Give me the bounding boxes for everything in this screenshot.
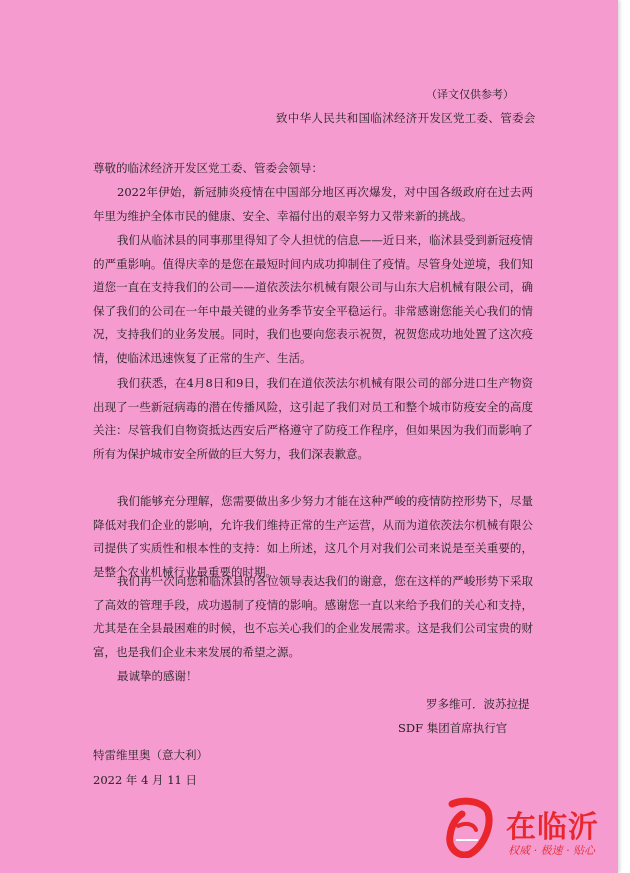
signer-name: 罗多维可．波苏拉提 xyxy=(426,697,530,711)
watermark-brand: 在临沂 xyxy=(506,810,599,845)
closing-line: 最诚挚的感谢！ xyxy=(117,669,198,683)
linyi-logo-icon xyxy=(444,796,496,858)
salutation: 尊敬的临沭经济开发区党工委、管委会领导： xyxy=(93,161,323,175)
recipient-line: 致中华人民共和国临沭经济开发区党工委、管委会 xyxy=(276,111,536,125)
body-paragraph-1: 2022年伊始，新冠肺炎疫情在中国部分地区再次爆发，对中国各级政府在过去两年里为维护全体市民的健康、安全、幸福付出的艰辛努力又带来新的挑战。 xyxy=(93,185,533,223)
body-paragraph-4: 我们能够充分理解，您需要做出多少努力才能在这种严峻的疫情防控形势下，尽量降低对我们企业的影响，允许我们维持正常的生产运营，从而为道依茨法尔机械有限公司提供了实质性和根本性的支持：如上所述，这几个月对我们公司来说是至关重要的，是整个农业机械行业最重要的时期。 xyxy=(93,494,533,579)
body-paragraph-2: 我们从临沭县的同事那里得知了令人担忧的信息——近日来，临沭县受到新冠疫情的严重影响。值得庆幸的是您在最短时间内成功抑制住了疫情。尽管身处逆境，我们知道您一直在支持我们的公司——道依茨法尔机械有限公司与山东大启机械有限公司，确保了我们的公司在一年中最关键的业务季节安全平稳运行。非常感谢您能关心我们的情况，支持我们的业务发展。同时，我们也要向您表示祝贺，祝贺您成功地处置了这次疫情，使临沭迅速恢复了正常的生产、生活。 xyxy=(93,233,533,365)
sender-place: 特雷维里奥（意大利） xyxy=(93,748,208,762)
body-paragraph-5: 我们再一次向您和临沭县的各位领导表达我们的谢意，您在这样的严峻形势下采取了高效的管理手段，成功遏制了疫情的影响。感谢您一直以来给予我们的关心和支持，尤其是在全县最困难的时候，也不忘关心我们的企业发展需求。这是我们公司宝贵的财富，也是我们企业未来发展的希望之源。 xyxy=(93,574,533,659)
body-paragraph-3: 我们获悉，在4月8日和9日，我们在道依茨法尔机械有限公司的部分进口生产物资出现了一些新冠病毒的潜在传播风险，这引起了我们对员工和整个城市防疫安全的高度关注：尽管我们自物资抵达西安后严格遵守了防疫工作程序，但如果因为我们而影响了所有为保护城市安全所做的巨大努力，我们深表歉意。 xyxy=(93,376,533,461)
translation-note: （译文仅供参考） xyxy=(426,88,514,101)
watermark-slogan: 权威 · 极速 · 贴心 xyxy=(508,844,595,857)
letter-date: 2022 年 4 月 11 日 xyxy=(93,773,197,787)
signer-title: SDF 集团首席执行官 xyxy=(398,721,508,735)
